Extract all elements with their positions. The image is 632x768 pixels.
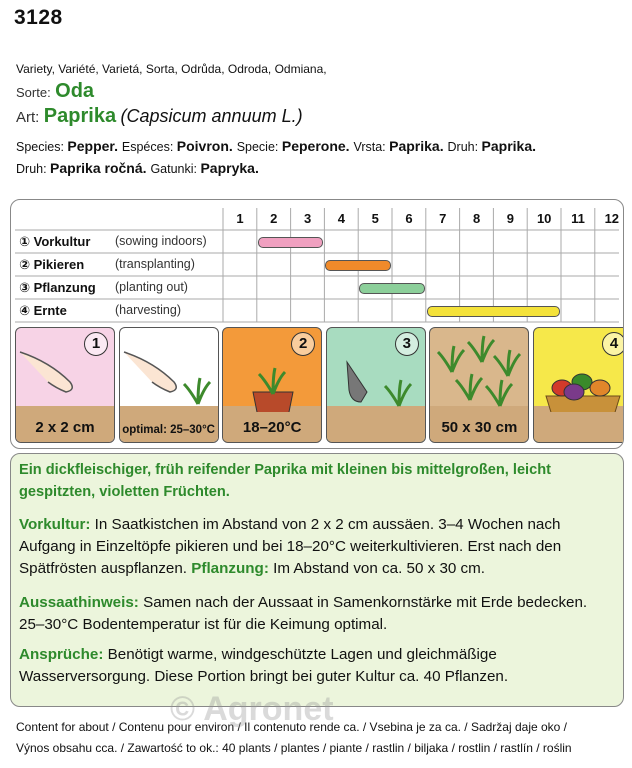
- seedling-shape: [438, 346, 464, 372]
- anspruche-heading: Ansprüche:: [19, 646, 104, 663]
- calendar-row-label: [19, 257, 195, 273]
- species-line-2: [16, 160, 259, 176]
- month-label: 12: [604, 211, 620, 226]
- panel-step-number: 1: [84, 332, 108, 356]
- calendar-row-name: ③ Pflanzung: [19, 280, 96, 295]
- variety-line: Variety, Variété, Varietá, Sorta, Odrůda, Odroda, Odmiana,: [16, 62, 327, 76]
- vegetable-shape: [564, 384, 584, 400]
- calendar-row-english: (transplanting): [115, 257, 195, 271]
- species-label: Gatunki:: [150, 162, 201, 176]
- sorte-line: [16, 80, 94, 103]
- panel-caption: 50 x 30 cm: [441, 419, 518, 436]
- month-label: 2: [270, 211, 278, 226]
- seedling-shape: [468, 336, 494, 362]
- month-label: 7: [439, 211, 447, 226]
- month-label: 5: [371, 211, 379, 226]
- basket-shape: [546, 396, 620, 412]
- seedling-shape: [259, 368, 285, 394]
- panel-step-number: 4: [602, 332, 624, 356]
- panel-illustration: [430, 332, 528, 412]
- species-value: Papryka.: [200, 160, 259, 176]
- calendar-bar: [427, 306, 560, 317]
- panel-step-number: 3: [395, 332, 419, 356]
- seedling-shape: [184, 378, 210, 404]
- footer-line-1: Content for about / Contenu pour environ / Il contenuto rende ca. / Vsebina je za ca. / Sadržaj daje oko /: [16, 720, 568, 734]
- panel-caption: 2 x 2 cm: [35, 419, 95, 436]
- calendar-row-name: ① Vorkultur: [19, 234, 91, 249]
- anspruche-text: Benötigt warme, windgeschützte Lagen und gleichmäßige Wasserversorgung. Diese Portion bringt bei guter Kultur ca. 40 Pflanzen.: [19, 646, 509, 685]
- instruction-panel: [429, 327, 529, 443]
- instruction-panel: [119, 327, 219, 443]
- hand-shape: [124, 352, 176, 392]
- month-label: 4: [337, 211, 345, 226]
- instruction-panel: [222, 327, 322, 443]
- culture-text: [19, 514, 615, 580]
- art-latin: (Capsicum annuum L.): [120, 106, 303, 126]
- trowel-shape: [347, 362, 367, 402]
- month-label: 9: [506, 211, 514, 226]
- seedling-shape: [385, 380, 411, 406]
- vegetable-shape: [590, 380, 610, 396]
- species-value: Paprika ročná.: [50, 160, 151, 176]
- month-label: 1: [236, 211, 244, 226]
- calendar-bar: [258, 237, 324, 248]
- calendar-row-name: ④ Ernte: [19, 303, 67, 318]
- month-label: 6: [405, 211, 413, 226]
- calendar-row-label: [19, 234, 207, 250]
- product-code: 3128: [14, 6, 63, 29]
- species-line-1: [16, 138, 536, 154]
- month-label: 8: [472, 211, 481, 226]
- description-lead: Ein dickfleischiger, früh reifender Paprika mit kleinen bis mittelgroßen, leicht gespitzten, violetten Früchten.: [19, 462, 552, 500]
- species-value: Pepper.: [67, 138, 122, 154]
- aussaat-text-block: [19, 592, 615, 636]
- calendar-row-english: (sowing indoors): [115, 234, 207, 248]
- species-label: Druh:: [16, 162, 51, 176]
- watermark: © Agronet: [170, 690, 334, 728]
- art-value: Paprika: [43, 105, 117, 127]
- instruction-panel: [15, 327, 115, 443]
- art-label: Art:: [16, 109, 40, 126]
- calendar-row-name: ② Pikieren: [19, 257, 85, 272]
- description-box: [10, 453, 624, 707]
- art-line: [16, 105, 303, 128]
- aussaat-text: Samen nach der Aussaat in Samenkornstärke mit Erde bedecken. 25–30°C Bodentemperatur ist für die Keimung optimal.: [19, 594, 588, 633]
- species-value: Paprika.: [481, 138, 537, 154]
- seedling-shape: [494, 350, 520, 376]
- month-label: 10: [536, 211, 552, 226]
- vorkultur-heading: Vorkultur:: [19, 516, 91, 533]
- panel-caption: optimal: 25–30°C: [122, 424, 215, 436]
- sorte-label: Sorte:: [16, 85, 51, 100]
- calendar-row-label: [19, 303, 181, 319]
- species-value: Paprika.: [389, 138, 448, 154]
- aussaat-heading: Aussaathinweis:: [19, 594, 139, 611]
- vorkultur-text: In Saatkistchen im Abstand von 2 x 2 cm aussäen. 3–4 Wochen nach Aufgang in Einzeltöpfe pikieren und bei 18–20°C weiterkultivieren. Erst nach den Spätfrösten auspflanzen.: [19, 516, 562, 577]
- species-label: Espéces:: [121, 140, 177, 154]
- calendar-row-label: [19, 280, 188, 296]
- panel-step-number: 2: [291, 332, 315, 356]
- month-label: 3: [303, 211, 312, 226]
- footer-line-2: Výnos obsahu cca. / Zawartość to ok.: 40 plants / plantes / piante / rastlin / biljaka / rostlin / rastlín / roślin: [16, 741, 572, 755]
- hand-shape: [20, 352, 72, 392]
- pflanzung-heading: Pflanzung:: [191, 560, 269, 577]
- species-label: Specie:: [236, 140, 282, 154]
- panel-illustration: [120, 332, 218, 412]
- seedling-shape: [456, 374, 482, 400]
- species-label: Species:: [16, 140, 68, 154]
- month-label: 11: [571, 211, 585, 226]
- species-label: Druh:: [447, 140, 482, 154]
- instruction-panel: [326, 327, 426, 443]
- pflanzung-text: Im Abstand von ca. 50 x 30 cm.: [273, 560, 486, 577]
- panel-caption: 18–20°C: [242, 419, 302, 436]
- sowing-calendar: [10, 199, 624, 449]
- seedling-shape: [486, 380, 512, 406]
- calendar-bar: [359, 283, 425, 294]
- pot-shape: [253, 392, 293, 412]
- species-value: Peperone.: [281, 138, 354, 154]
- anspruche-text-block: [19, 644, 615, 688]
- sorte-value: Oda: [55, 80, 95, 102]
- calendar-bar: [325, 260, 391, 271]
- calendar-row-english: (harvesting): [115, 303, 181, 317]
- instruction-panel: [533, 327, 624, 443]
- calendar-row-english: (planting out): [115, 280, 188, 294]
- species-label: Vrsta:: [353, 140, 390, 154]
- species-value: Poivron.: [176, 138, 237, 154]
